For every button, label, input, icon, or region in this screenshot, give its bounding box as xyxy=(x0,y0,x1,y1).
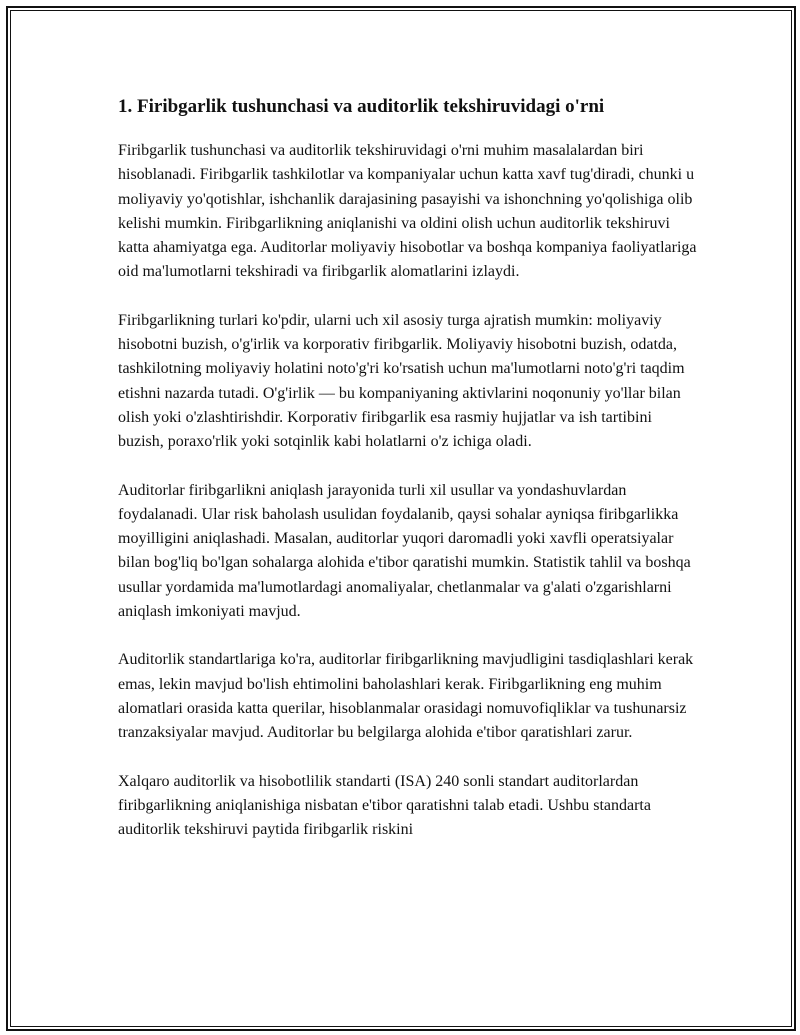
paragraph-4: Auditorlik standartlariga ko'ra, auditorlar firibgarlikning mavjudligini tasdiqlashlari kerak emas, lekin mavjud bo'lish ehtimolini baholashlari kerak. Firibgarlikning eng muhim alomatlari orasida katta querilar, hisoblanmalar orasidagi nomuvofiqliklar va tushunarsiz tranzaksiyalar mavjud. Auditorlar bu belgilarga alohida e'tibor qaratishlari zarur. xyxy=(118,651,694,742)
paragraph-1: Firibgarlik tushunchasi va auditorlik tekshiruvidagi o'rni muhim masalalardan biri hisoblanadi. Firibgarlik tashkilotlar va kompaniyalar uchun katta xavf tug'diradi, chunki u moliyaviy yo'qotishlar, ishchanlik darajasining pasayishi va ishonchning yo'qolishiga olib kelishi mumkin. Firibgarlikning aniqlanishi va oldini olish uchun auditorlik tekshiruvi katta ahamiyatga ega. Auditorlar moliyaviy hisobotlar va boshqa kompaniya faoliyatlariga oid ma'lumotlarni tekshiradi va firibgarlik alomatlarini izlaydi. xyxy=(118,142,697,281)
paragraph-5: Xalqaro auditorlik va hisobotlilik standarti (ISA) 240 sonli standart auditorlardan firibgarlikning aniqlanishiga nisbatan e'tibor qaratishni talab etadi. Ushbu standarta auditorlik tekshiruvi paytida firibgarlik riskini xyxy=(118,772,651,839)
paragraph-2: Firibgarlikning turlari ko'pdir, ularni uch xil asosiy turga ajratish mumkin: moliyaviy hisobotni buzish, o'g'irlik va korporativ firibgarlik. Moliyaviy hisobotni buzish, odatda, tashkilotning moliyaviy holatini noto'g'ri ko'rsatish uchun ma'lumotlarni noto'g'ri taqdim etishni nazarda tutadi. O'g'irlik — bu kompaniyaning aktivlarini noqonuniy yo'llar bilan olish yoki o'zlashtirishdir. Korporativ firibgarlik esa rasmiy hujjatlar va ish tartibini buzish, poraxo'rlik yoki sotqinlik kabi holatlarni o'z ichiga oladi. xyxy=(118,311,685,451)
section-heading: 1. Firibgarlik tushunchasi va auditorlik tekshiruvidagi o'rni xyxy=(118,96,605,117)
paragraph-3: Auditorlar firibgarlikni aniqlash jarayonida turli xil usullar va yondashuvlardan foydalanadi. Ular risk baholash usulidan foydalanib, qaysi sohalar ayniqsa firibgarlikka moyilligini aniqlashadi. Masalan, auditorlar yuqori daromadli yoki xavfli operatsiyalar bilan bog'liq bo'lgan sohalarga alohida e'tibor qaratishi mumkin. Statistik tahlil va boshqa usullar yordamida ma'lumotlardagi anomaliyalar, chetlanmalar va g'alati o'zgarishlarni aniqlash imkoniyati mavjud. xyxy=(118,481,691,621)
document-body xyxy=(118,93,698,866)
